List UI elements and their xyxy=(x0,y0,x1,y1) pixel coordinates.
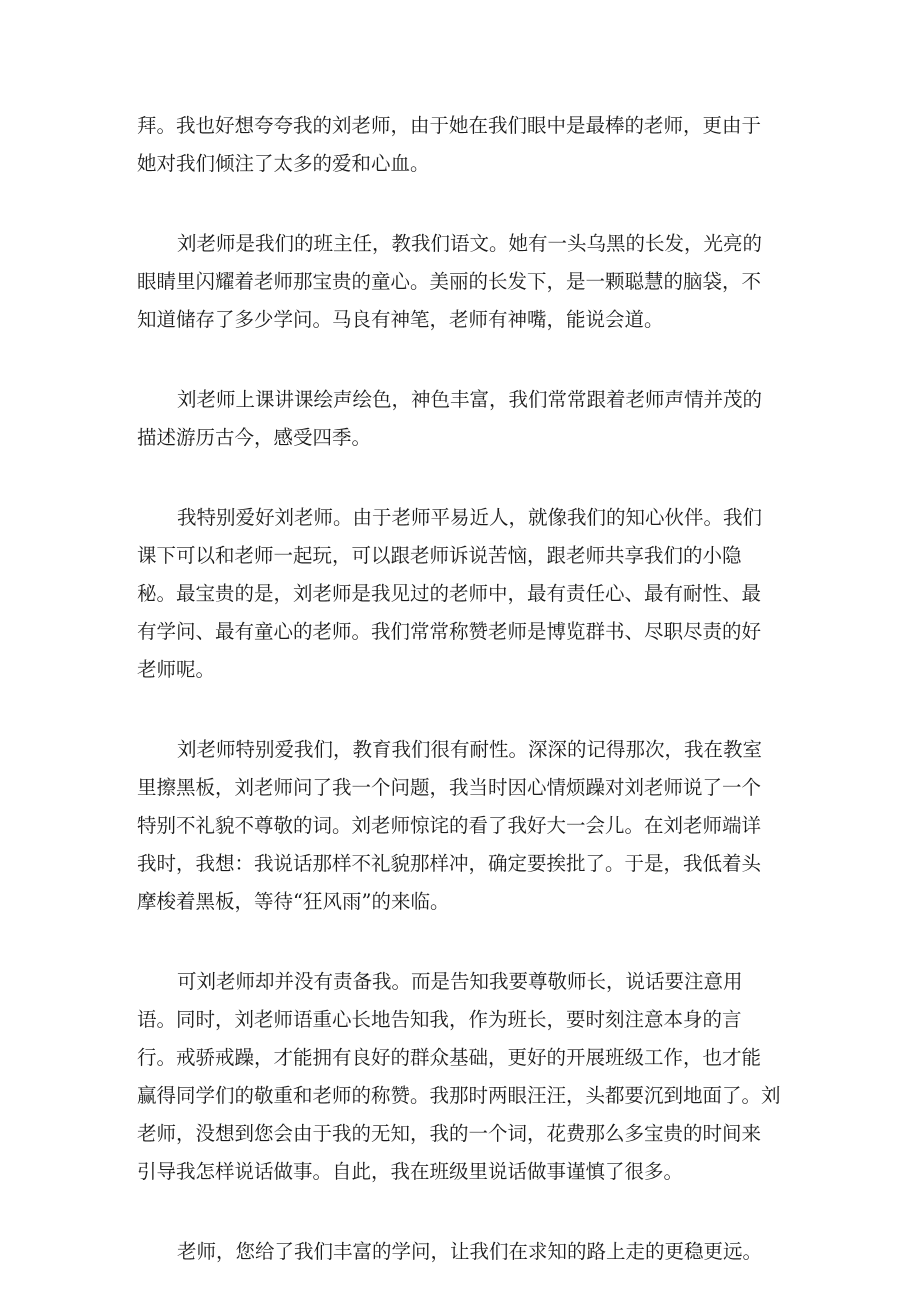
paragraph-2-line-3: 知道储存了多少学问。马良有神笔，老师有神嘴，能说会道。 xyxy=(137,308,664,331)
paragraph-6-line-1: 可刘老师却并没有责备我。而是告知我要尊敬师长，说话要注意用 xyxy=(177,970,743,993)
paragraph-2-line-1: 刘老师是我们的班主任，教我们语文。她有一头乌黑的长发，光亮的 xyxy=(177,232,763,255)
paragraph-5-line-5: 摩梭着黑板，等待“狂风雨”的来临。 xyxy=(137,890,450,913)
paragraph-4-line-3: 秘。最宝贵的是，刘老师是我见过的老师中，最有责任心、最有耐性、最 xyxy=(137,582,762,605)
paragraph-4-line-1: 我特别爱好刘老师。由于老师平易近人，就像我们的知心伙伴。我们 xyxy=(177,506,763,529)
paragraph-6-line-2: 语。同时，刘老师语重心长地告知我，作为班长，要时刻注意本身的言 xyxy=(137,1008,742,1031)
paragraph-6-line-6: 引导我怎样说话做事。自此，我在班级里说话做事谨慎了很多。 xyxy=(137,1160,684,1183)
paragraph-3-line-1: 刘老师上课讲课绘声绘色，神色丰富，我们常常跟着老师声情并茂的 xyxy=(177,388,763,411)
paragraph-2-line-2: 眼睛里闪耀着老师那宝贵的童心。美丽的长发下，是一颗聪慧的脑袋，不 xyxy=(137,270,762,293)
paragraph-5-line-4: 我时，我想：我说话那样不礼貌那样冲，确定要挨批了。于是，我低着头 xyxy=(137,852,762,875)
paragraph-6-line-5: 老师，没想到您会由于我的无知，我的一个词，花费那么多宝贵的时间来 xyxy=(137,1122,762,1145)
paragraph-5-line-1: 刘老师特别爱我们，教育我们很有耐性。深深的记得那次，我在教室 xyxy=(177,738,763,761)
paragraph-3-line-2: 描述游历古今，感受四季。 xyxy=(137,426,372,449)
paragraph-4-line-2: 课下可以和老师一起玩，可以跟老师诉说苦恼，跟老师共享我们的小隐 xyxy=(137,544,742,567)
paragraph-6-line-3: 行。戒骄戒躁，才能拥有良好的群众基础，更好的开展班级工作，也才能 xyxy=(137,1046,762,1069)
paragraph-6-line-4: 赢得同学们的敬重和老师的称赞。我那时两眼汪汪，头都要沉到地面了。刘 xyxy=(137,1084,781,1107)
paragraph-1-line-1: 拜。我也好想夸夸我的刘老师，由于她在我们眼中是最棒的老师，更由于 xyxy=(137,114,762,137)
paragraph-4-line-4: 有学问、最有童心的老师。我们常常称赞老师是博览群书、尽职尽责的好 xyxy=(137,620,762,643)
paragraph-4-line-5: 老师呢。 xyxy=(137,658,216,681)
paragraph-5-line-3: 特别不礼貌不尊敬的词。刘老师惊诧的看了我好大一会儿。在刘老师端详 xyxy=(137,814,762,837)
paragraph-5-line-2: 里擦黑板，刘老师问了我一个问题，我当时因心情烦躁对刘老师说了一个 xyxy=(137,776,762,799)
paragraph-7-line-1: 老师，您给了我们丰富的学问，让我们在求知的路上走的更稳更远。 xyxy=(177,1240,763,1263)
paragraph-1-line-2: 她对我们倾注了太多的爱和心血。 xyxy=(137,152,430,175)
